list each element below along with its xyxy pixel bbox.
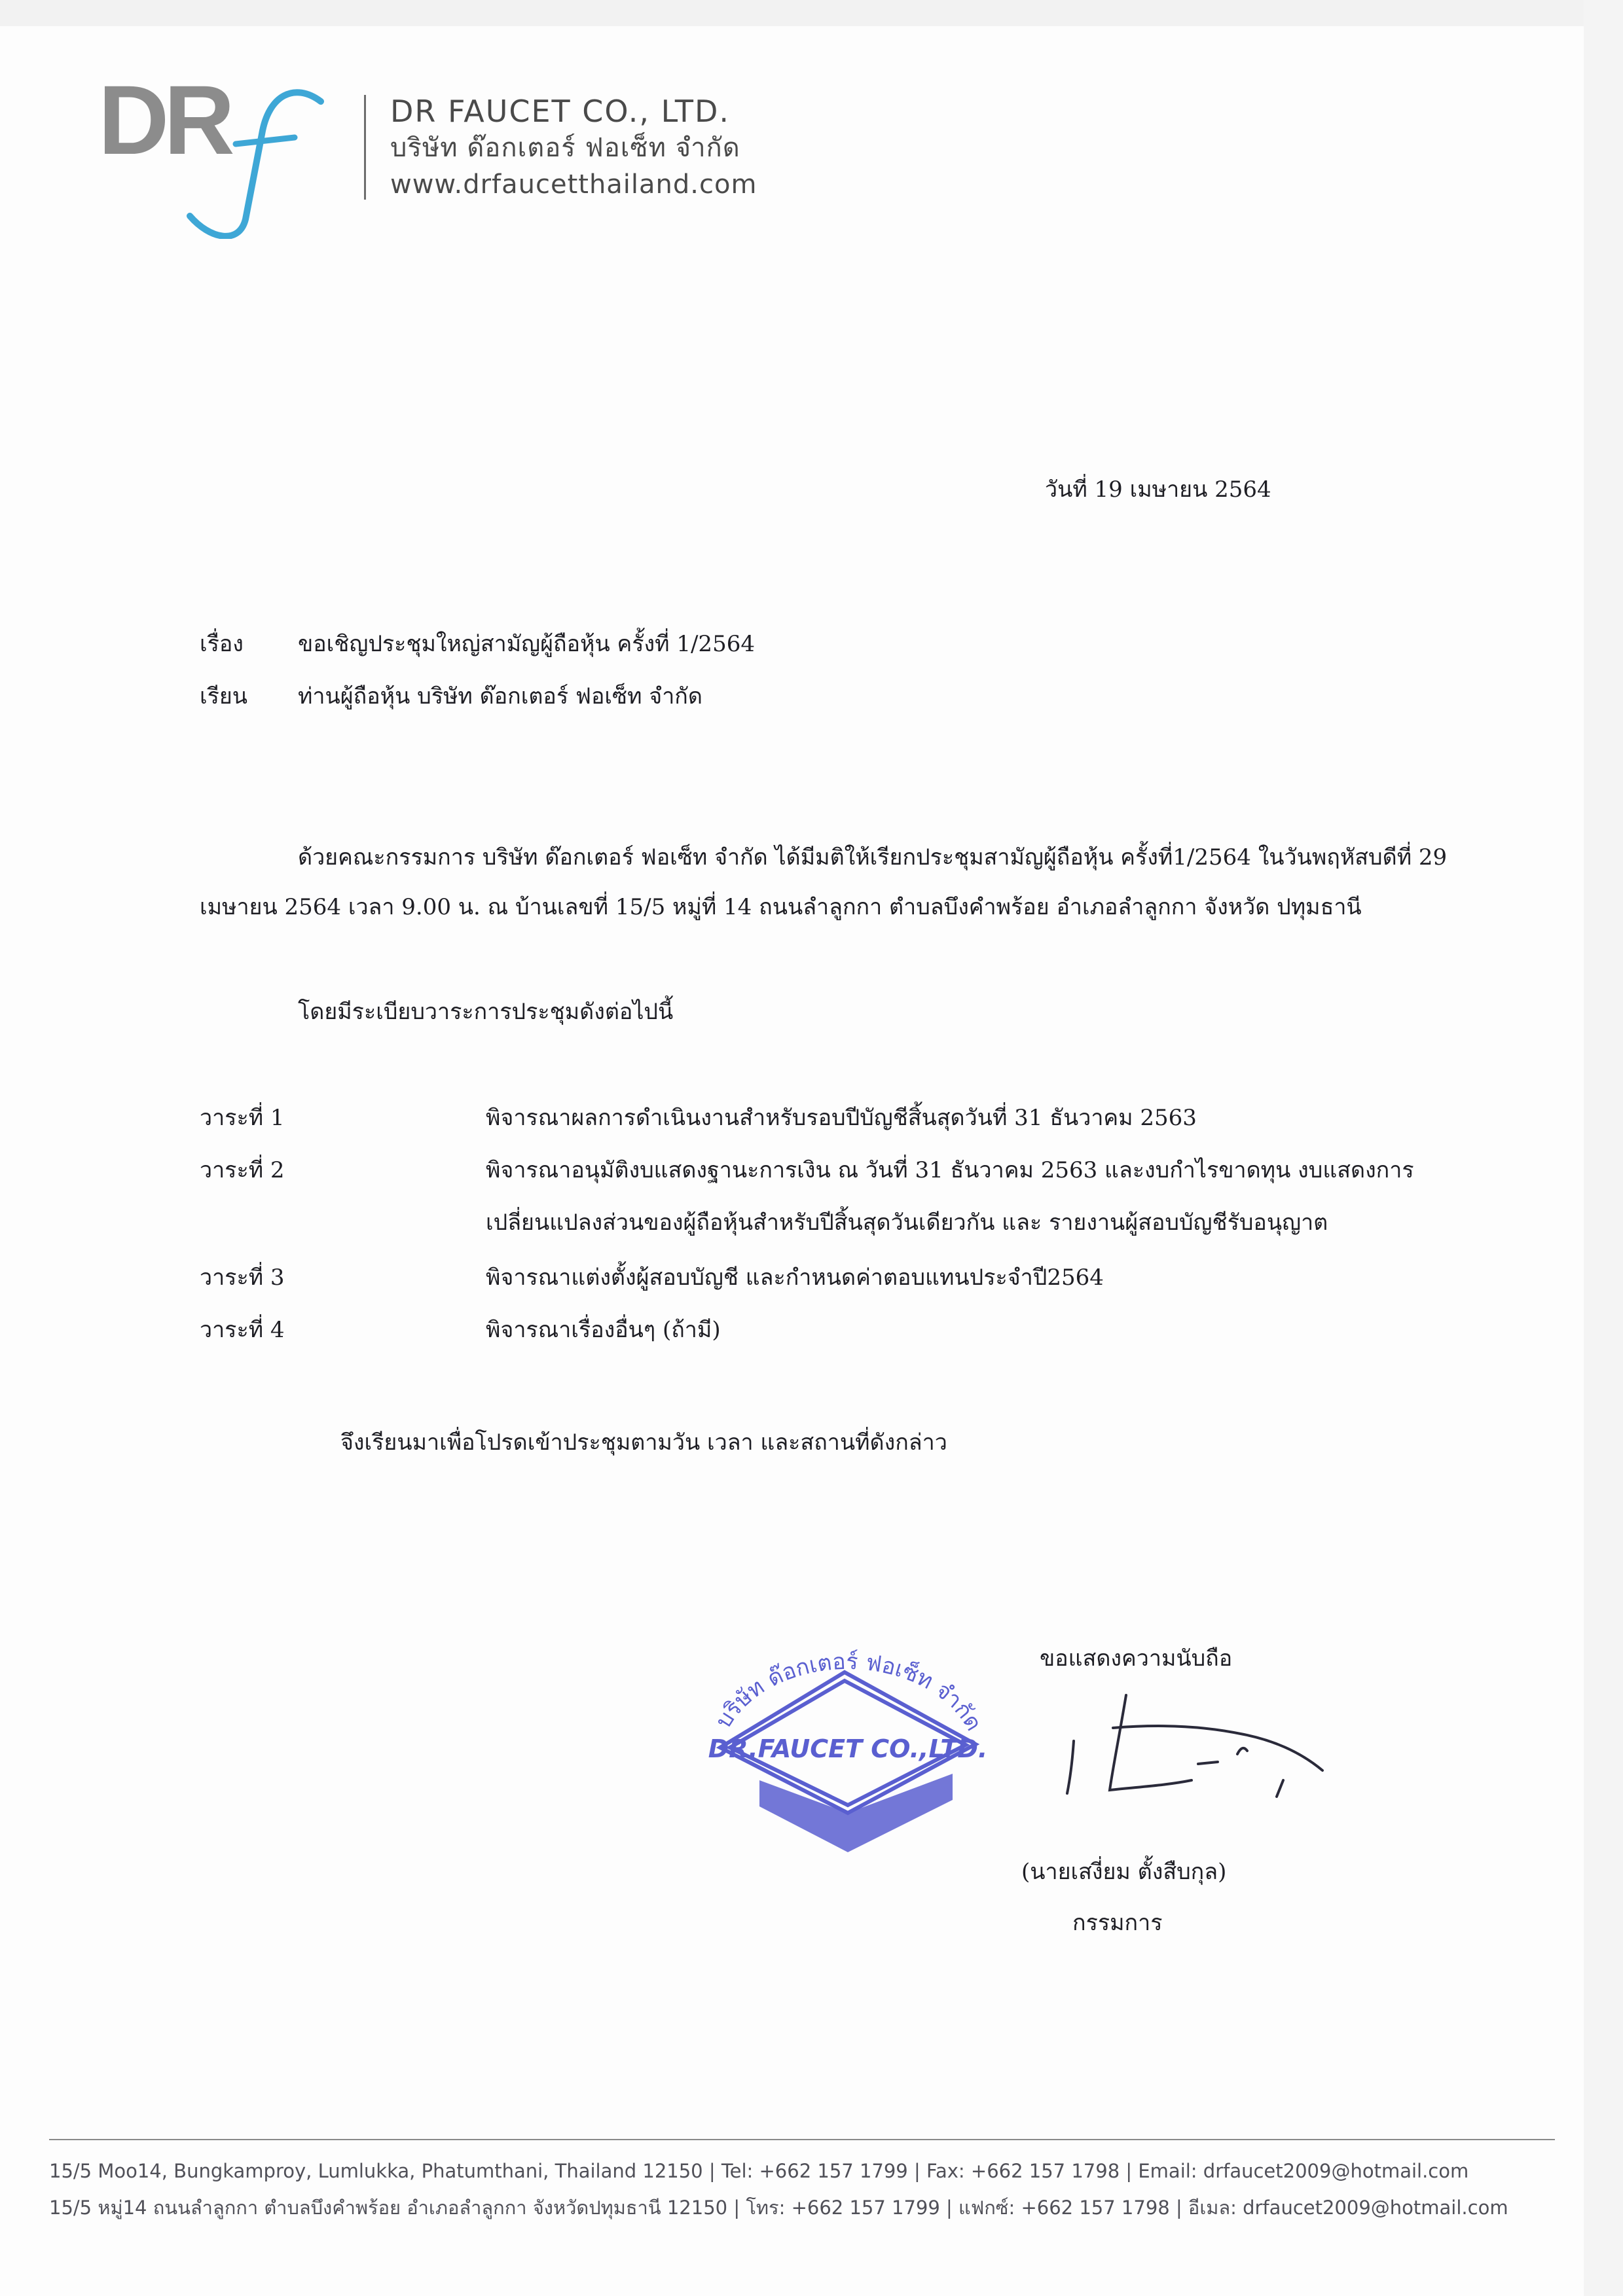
handwritten-signature: [1048, 1682, 1336, 1806]
letterhead-divider: [364, 95, 366, 200]
footer-address-th: 15/5 หมู่14 ถนนลำลูกกา ตำบลบึงคำพร้อย อำเภอลำลูกกา จังหวัดปทุมธานี 12150 | โทร: +662 157 1799 | แฟกซ์: +662 157 1798 | อีเมล: drfaucet2009@hotmail.com: [49, 2197, 1508, 2219]
subject-label: เรื่อง: [200, 631, 244, 657]
stamp-thai-text: บริษัท ด๊อกเตอร์ ฟอเซ็ท จำกัด: [710, 1648, 987, 1736]
agenda-label-1: วาระที่ 1: [200, 1105, 285, 1131]
body-paragraph-line-2: เมษายน 2564 เวลา 9.00 น. ณ บ้านเลขที่ 15/5 หมู่ที่ 14 ถนนลำลูกกา ตำบลบึงคำพร้อย อำเภอลำลูกกา จังหวัด ปทุมธานี: [200, 894, 1362, 920]
agenda-label-2: วาระที่ 2: [200, 1157, 285, 1183]
recipient-label: เรียน: [200, 683, 248, 709]
recipient-text: ท่านผู้ถือหุ้น บริษัท ด๊อกเตอร์ ฟอเซ็ท จำกัด: [298, 683, 702, 709]
body-paragraph-line-1: ด้วยคณะกรรมการ บริษัท ด๊อกเตอร์ ฟอเซ็ท จำกัด ได้มีมติให้เรียกประชุมสามัญผู้ถือหุ้น ครั้งที่1/2564 ในวันพฤหัสบดีที่ 29: [298, 844, 1448, 870]
agenda-item-2-line-1: พิจารณาอนุมัติงบแสดงฐานะการเงิน ณ วันที่ 31 ธันวาคม 2563 และงบกำไรขาดทุน งบแสดงการ: [486, 1157, 1414, 1183]
letterhead-text: [390, 93, 757, 203]
agenda-item-4: พิจารณาเรื่องอื่นๆ (ถ้ามี): [486, 1317, 721, 1343]
svg-text:DR: DR: [98, 82, 230, 175]
signer-position: กรรมการ: [1072, 1910, 1163, 1936]
svg-text:บริษัท ด๊อกเตอร์ ฟอเซ็ท จำกัด: [710, 1649, 987, 1736]
company-website: www.drfaucetthailand.com: [390, 170, 757, 200]
agenda-label-3: วาระที่ 3: [200, 1265, 285, 1291]
subject-text: ขอเชิญประชุมใหญ่สามัญผู้ถือหุ้น ครั้งที่ 1/2564: [298, 631, 755, 657]
company-logo: [98, 82, 347, 239]
footer-divider: [49, 2139, 1555, 2140]
footer-address-en: 15/5 Moo14, Bungkamproy, Lumlukka, Phatumthani, Thailand 12150 | Tel: +662 157 1799 | Fax: +662 157 1798 | Email: drfaucet2009@hotmail.com: [49, 2160, 1469, 2182]
company-name-th: บริษัท ด๊อกเตอร์ ฟอเซ็ท จำกัด: [390, 133, 740, 163]
agenda-item-2-line-2: เปลี่ยนแปลงส่วนของผู้ถือหุ้นสำหรับปีสิ้นสุดวันเดียวกัน และ รายงานผู้สอบบัญชีรับอนุญาต: [486, 1210, 1328, 1236]
agenda-item-1: พิจารณาผลการดำเนินงานสำหรับรอบปีบัญชีสิ้นสุดวันที่ 31 ธันวาคม 2563: [486, 1105, 1197, 1131]
company-name-en: DR FAUCET CO., LTD.: [390, 94, 731, 129]
closing-sentence: จึงเรียนมาเพื่อโปรดเข้าประชุมตามวัน เวลา และสถานที่ดังกล่าว: [340, 1429, 947, 1456]
stamp-english-text: DR.FAUCET CO.,LTD.: [708, 1734, 988, 1763]
agenda-label-4: วาระที่ 4: [200, 1317, 285, 1343]
agenda-item-3: พิจารณาแต่งตั้งผู้สอบบัญชี และกำหนดค่าตอบแทนประจำปี2564: [486, 1265, 1104, 1291]
letter-date: วันที่ 19 เมษายน 2564: [1045, 476, 1271, 503]
page-right-shade: [1584, 0, 1623, 2296]
page-top-shade: [0, 0, 1623, 26]
regards-text: ขอแสดงความนับถือ: [1040, 1645, 1233, 1672]
agenda-intro: โดยมีระเบียบวาระการประชุมดังต่อไปนี้: [298, 999, 674, 1025]
signer-name: (นายเสงี่ยม ตั้งสืบกุล): [1021, 1859, 1227, 1885]
company-stamp: [694, 1617, 1002, 1865]
